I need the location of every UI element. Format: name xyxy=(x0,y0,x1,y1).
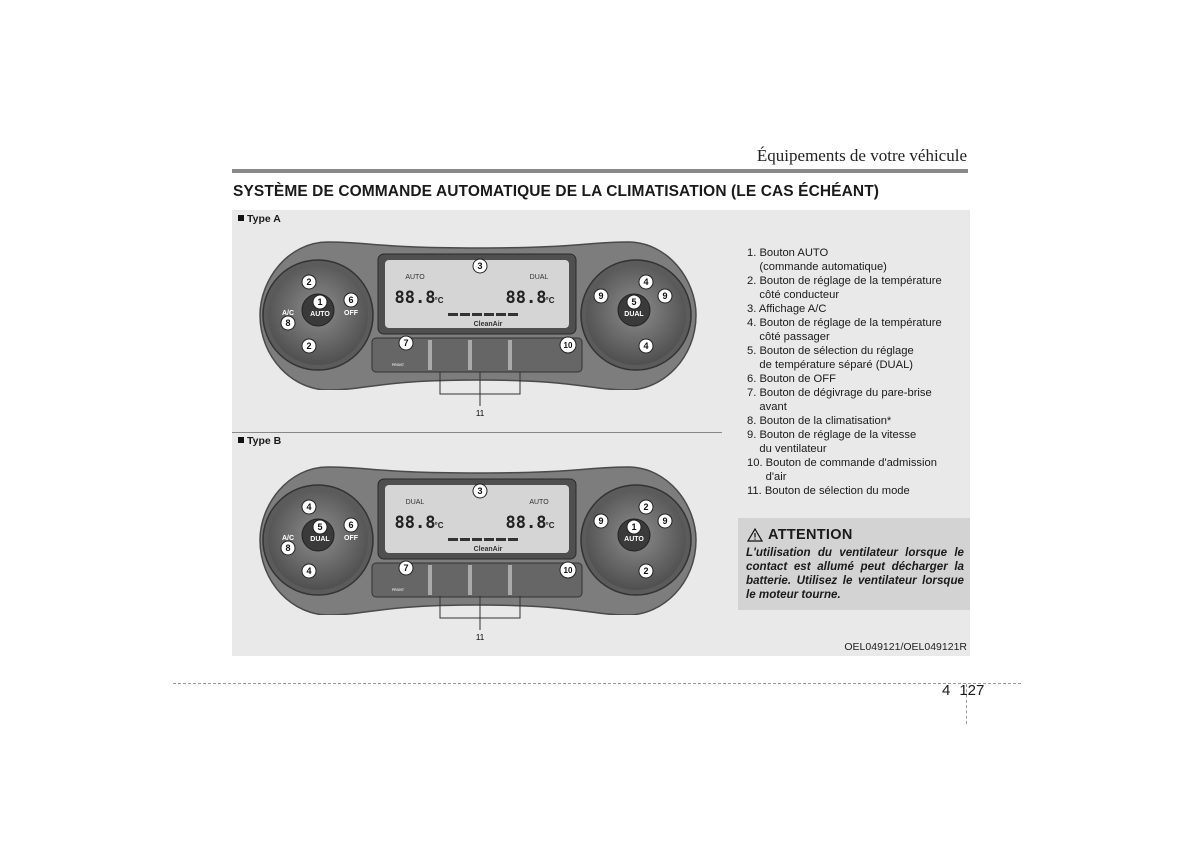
svg-text:9: 9 xyxy=(598,516,604,526)
svg-text:DUAL: DUAL xyxy=(310,536,330,543)
section-title: SYSTÈME DE COMMANDE AUTOMATIQUE DE LA CLIMATISATION (LE CAS ÉCHÉANT) xyxy=(233,183,880,200)
svg-text:4: 4 xyxy=(643,277,649,287)
svg-text:8: 8 xyxy=(285,543,291,553)
svg-text:2: 2 xyxy=(643,502,649,512)
legend-item: côté conducteur xyxy=(747,289,840,301)
legend-list xyxy=(747,246,967,498)
type-a-label: Type A xyxy=(238,213,281,225)
svg-text:88.8: 88.8 xyxy=(505,288,547,308)
svg-text:FRONT: FRONT xyxy=(391,363,405,367)
legend-item: 3. Affichage A/C xyxy=(747,303,827,315)
svg-text:OFF: OFF xyxy=(344,535,358,542)
svg-text:AUTO: AUTO xyxy=(405,274,425,281)
svg-text:5: 5 xyxy=(631,297,637,307)
type-b-label: Type B xyxy=(238,435,281,447)
svg-text:DUAL: DUAL xyxy=(405,499,425,506)
legend-item: du ventilateur xyxy=(747,443,827,455)
page-section: 4 xyxy=(942,682,951,699)
svg-text:2: 2 xyxy=(306,277,312,287)
svg-text:A/C: A/C xyxy=(281,535,295,542)
callout-11-bracket-a xyxy=(436,372,526,420)
svg-text:9: 9 xyxy=(598,291,604,301)
svg-text:2: 2 xyxy=(306,341,312,351)
svg-text:8: 8 xyxy=(285,318,291,328)
legend-item: 9. Bouton de réglage de la vitesse xyxy=(747,429,917,441)
svg-text:DUAL: DUAL xyxy=(624,311,644,318)
attention-box xyxy=(738,518,970,610)
svg-text:°C: °C xyxy=(545,521,555,530)
svg-text:CleanAir: CleanAir xyxy=(473,546,503,553)
footer-dashed-rule xyxy=(173,683,1021,684)
svg-text:10: 10 xyxy=(563,341,573,350)
svg-text:10: 10 xyxy=(563,566,573,575)
legend-item: 10. Bouton de commande d'admission xyxy=(747,457,937,469)
svg-text:2: 2 xyxy=(643,566,649,576)
svg-text:AUTO: AUTO xyxy=(529,499,549,506)
svg-text:CleanAir: CleanAir xyxy=(473,321,503,328)
page-index: 127 xyxy=(959,682,985,699)
callout-3: 3 xyxy=(477,261,483,271)
legend-item: 8. Bouton de la climatisation* xyxy=(747,415,892,427)
svg-text:DUAL: DUAL xyxy=(529,274,549,281)
legend-item: 5. Bouton de sélection du réglage xyxy=(747,345,914,357)
legend-item: 11. Bouton de sélection du mode xyxy=(747,485,910,497)
legend-item: côté passager xyxy=(747,331,830,343)
type-divider xyxy=(232,432,722,433)
svg-text:7: 7 xyxy=(403,563,409,573)
svg-text:5: 5 xyxy=(317,522,323,532)
legend-item: (commande automatique) xyxy=(747,261,887,273)
svg-text:AUTO: AUTO xyxy=(310,311,330,318)
svg-text:9: 9 xyxy=(662,516,668,526)
svg-text:4: 4 xyxy=(306,566,312,576)
legend-item: avant xyxy=(747,401,787,413)
header-rule xyxy=(232,169,968,173)
climate-panel-type-b xyxy=(258,465,698,615)
svg-text:A/C: A/C xyxy=(281,310,295,317)
warning-triangle-icon xyxy=(747,528,763,542)
svg-text:4: 4 xyxy=(306,502,312,512)
svg-text:1: 1 xyxy=(317,297,323,307)
svg-text:°C: °C xyxy=(545,296,555,305)
callout-11-bracket-b xyxy=(436,596,526,644)
legend-item: d'air xyxy=(747,471,787,483)
page-header-title: Équipements de votre véhicule xyxy=(756,146,967,165)
legend-item: 2. Bouton de réglage de la température xyxy=(747,275,942,287)
svg-text:FRONT: FRONT xyxy=(391,588,405,592)
svg-text:6: 6 xyxy=(348,295,354,305)
legend-item: 7. Bouton de dégivrage du pare-brise xyxy=(747,387,932,399)
svg-text:OFF: OFF xyxy=(344,310,358,317)
svg-text:7: 7 xyxy=(403,338,409,348)
svg-text:AUTO: AUTO xyxy=(624,536,644,543)
svg-text:11: 11 xyxy=(475,633,485,642)
figure-code: OEL049121/OEL049121R xyxy=(844,641,967,653)
svg-text:9: 9 xyxy=(662,291,668,301)
climate-panel-type-a xyxy=(258,240,698,390)
legend-item: 6. Bouton de OFF xyxy=(747,373,836,385)
svg-text:88.8: 88.8 xyxy=(505,513,547,533)
attention-body: L'utilisation du ventilateur lorsque le contact est allumé peut décharger la batterie. Utilisez le ventilateur lorsque le moteur tourne. xyxy=(746,546,964,601)
svg-text:3: 3 xyxy=(477,486,483,496)
legend-item: 1. Bouton AUTO xyxy=(747,247,829,259)
attention-title: ATTENTION xyxy=(768,527,853,543)
svg-text:4: 4 xyxy=(643,341,649,351)
svg-text:88.8: 88.8 xyxy=(394,513,436,533)
svg-text:°C: °C xyxy=(434,521,444,530)
legend-item: de température séparé (DUAL) xyxy=(747,359,914,371)
page-number xyxy=(942,682,984,699)
legend-item: 4. Bouton de réglage de la température xyxy=(747,317,942,329)
svg-text:°C: °C xyxy=(434,296,444,305)
svg-text:88.8: 88.8 xyxy=(394,288,436,308)
svg-text:11: 11 xyxy=(475,409,485,418)
svg-text:6: 6 xyxy=(348,520,354,530)
svg-text:1: 1 xyxy=(631,522,637,532)
